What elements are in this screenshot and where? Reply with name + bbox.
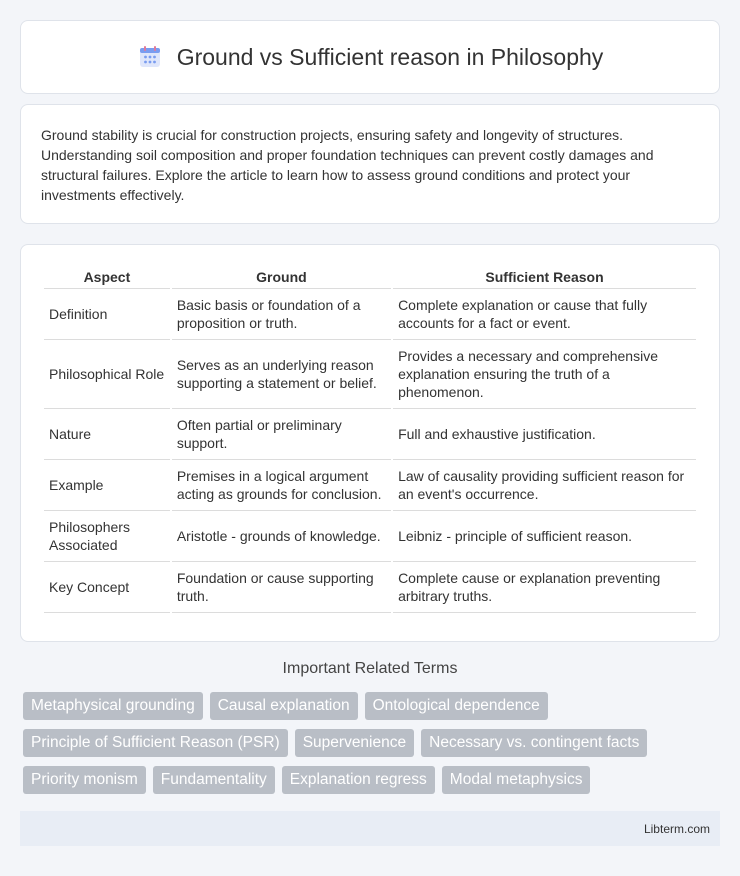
intro-card bbox=[20, 104, 720, 224]
table-cell-aspect: Key Concept bbox=[44, 562, 170, 613]
comparison-table bbox=[42, 265, 698, 613]
column-header-ground: Ground bbox=[172, 265, 391, 289]
table-row bbox=[44, 511, 696, 562]
related-terms-section bbox=[20, 660, 720, 794]
tag-fundamentality[interactable]: Fundamentality bbox=[153, 766, 275, 794]
header bbox=[137, 44, 604, 71]
calendar-grid-icon bbox=[137, 44, 163, 70]
table-cell-sufficient-reason: Law of causality providing sufficient reason for an event's occurrence. bbox=[393, 460, 696, 511]
intro-text: Ground stability is crucial for construction projects, ensuring safety and longevity of structures. Understanding soil composition and proper foundation techniques can prevent costly damages and structural failures. Explore the article to learn how to assess ground conditions and protect your investments effectively. bbox=[41, 127, 654, 203]
table-cell-ground: Basic basis or foundation of a proposition or truth. bbox=[172, 289, 391, 340]
header-card bbox=[20, 20, 720, 94]
table-cell-ground: Serves as an underlying reason supporting a statement or belief. bbox=[172, 340, 391, 409]
column-header-sufficient-reason: Sufficient Reason bbox=[393, 265, 696, 289]
table-cell-aspect: Definition bbox=[44, 289, 170, 340]
tag-metaphysical-grounding[interactable]: Metaphysical grounding bbox=[23, 692, 203, 720]
page-title: Ground vs Sufficient reason in Philosophy bbox=[176, 43, 604, 70]
tag-explanation-regress[interactable]: Explanation regress bbox=[282, 766, 435, 794]
table-row bbox=[44, 409, 696, 460]
table-cell-sufficient-reason: Provides a necessary and comprehensive explanation ensuring the truth of a phenomenon. bbox=[393, 340, 696, 409]
related-terms-tags bbox=[20, 692, 720, 794]
related-terms-title: Important Related Terms bbox=[282, 660, 458, 677]
table-cell-sufficient-reason: Complete explanation or cause that fully accounts for a fact or event. bbox=[393, 289, 696, 340]
table-cell-sufficient-reason: Complete cause or explanation preventing arbitrary truths. bbox=[393, 562, 696, 613]
tag-supervenience[interactable]: Supervenience bbox=[295, 729, 414, 757]
table-header-row bbox=[44, 265, 696, 289]
table-row bbox=[44, 289, 696, 340]
tag-priority-monism[interactable]: Priority monism bbox=[23, 766, 146, 794]
tag-modal-metaphysics[interactable]: Modal metaphysics bbox=[442, 766, 591, 794]
table-cell-aspect: Nature bbox=[44, 409, 170, 460]
table-cell-ground: Often partial or preliminary support. bbox=[172, 409, 391, 460]
tag-ontological-dependence[interactable]: Ontological dependence bbox=[365, 692, 548, 720]
column-header-aspect: Aspect bbox=[44, 265, 170, 289]
table-cell-aspect: Philosophers Associated bbox=[44, 511, 170, 562]
footer-brand-link[interactable]: Libterm.com bbox=[643, 821, 710, 836]
tag-necessary-vs-contingent-facts[interactable]: Necessary vs. contingent facts bbox=[421, 729, 647, 757]
tag-principle-of-sufficient-reason[interactable]: Principle of Sufficient Reason (PSR) bbox=[23, 729, 288, 757]
comparison-table-card bbox=[20, 244, 720, 642]
table-cell-sufficient-reason: Full and exhaustive justification. bbox=[393, 409, 696, 460]
table-cell-ground: Aristotle - grounds of knowledge. bbox=[172, 511, 391, 562]
tag-causal-explanation[interactable]: Causal explanation bbox=[210, 692, 358, 720]
table-cell-aspect: Philosophical Role bbox=[44, 340, 170, 409]
footer bbox=[20, 811, 720, 846]
table-cell-ground: Foundation or cause supporting truth. bbox=[172, 562, 391, 613]
table-row bbox=[44, 340, 696, 409]
table-cell-ground: Premises in a logical argument acting as grounds for conclusion. bbox=[172, 460, 391, 511]
table-cell-sufficient-reason: Leibniz - principle of sufficient reason. bbox=[393, 511, 696, 562]
table-row bbox=[44, 460, 696, 511]
table-row bbox=[44, 562, 696, 613]
table-cell-aspect: Example bbox=[44, 460, 170, 511]
